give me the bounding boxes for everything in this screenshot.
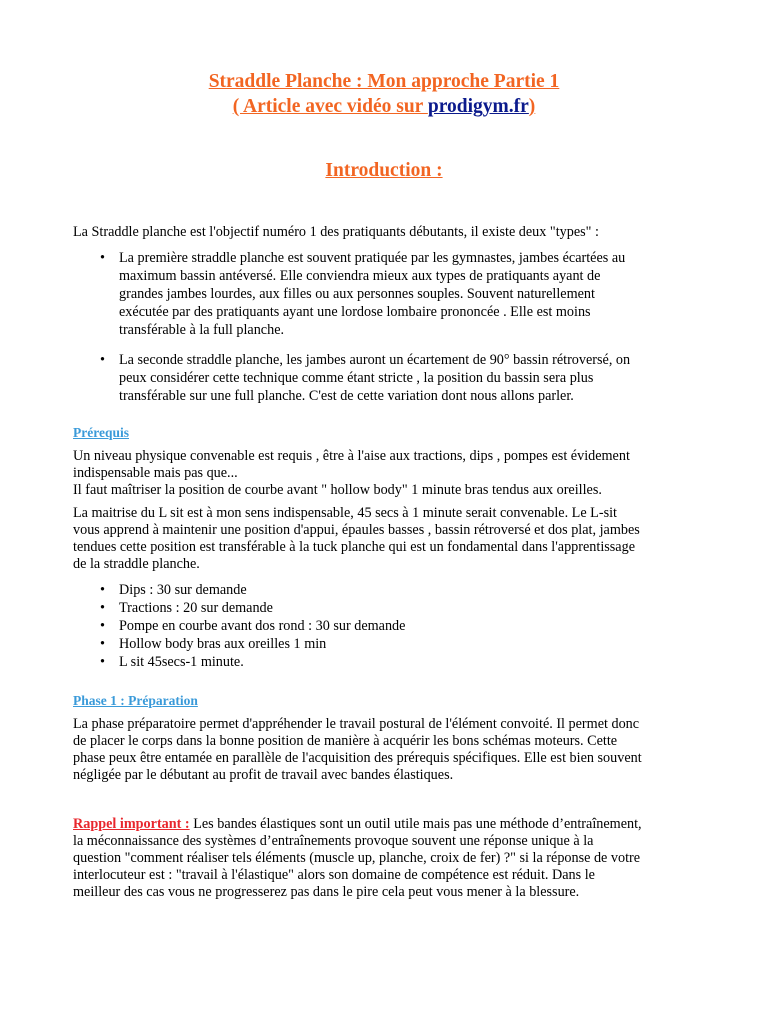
text-line: maximum bassin antéversé. Elle conviendra mieux aux types de pratiquants ayant de bbox=[119, 268, 601, 284]
prereq-heading: Prérequis bbox=[73, 425, 129, 440]
bullet: • bbox=[100, 582, 105, 598]
text-line: vous apprend à maintenir une position d'appui, épaules basses , bassin rétroversé et dos plat, jambes bbox=[73, 522, 640, 538]
prereq-paragraph-1 bbox=[73, 448, 713, 499]
text-line: exécutée par des pratiquants ayant une lordose lombaire prononcée . Elle est moins bbox=[119, 304, 591, 320]
text-line: la méconnaissance des systèmes d’entraînements provoque souvent une réponse unique à la bbox=[73, 833, 594, 849]
prereq-item-text: Dips : 30 sur demande bbox=[119, 582, 247, 598]
text-line: transférable à la full planche. bbox=[119, 322, 285, 338]
text-line: indispensable mais pas que... bbox=[73, 465, 238, 481]
text-line: La phase préparatoire permet d'appréhender le travail postural de l'élément convoité. Il permet donc bbox=[73, 716, 640, 732]
rappel-first-line bbox=[73, 816, 713, 833]
text-line: négligée par le débutant au profit de travail avec bandes élastiques. bbox=[73, 767, 454, 783]
text-line: La première straddle planche est souvent pratiquée par les gymnastes, jambes écartées au bbox=[119, 250, 626, 266]
prereq-item-text: L sit 45secs-1 minute. bbox=[119, 654, 244, 670]
text-line: tendues cette position est transférable à la tuck planche qui est un fondamental dans l'apprentissage bbox=[73, 539, 635, 555]
rappel-paragraph bbox=[73, 816, 713, 901]
intro-paragraph bbox=[73, 224, 713, 241]
title-prefix: ( Article avec vidéo sur bbox=[232, 96, 428, 117]
bullet: • bbox=[100, 636, 105, 652]
text-line: Un niveau physique convenable est requis , être à l'aise aux tractions, dips , pompes est évidement bbox=[73, 448, 630, 464]
prereq-paragraph-2 bbox=[73, 505, 713, 573]
rappel-label: Rappel important : bbox=[73, 816, 190, 832]
title-line-2 bbox=[0, 94, 768, 119]
text-line: question "comment réaliser tels éléments (muscle up, planche, croix de fer) ?" si la réponse de votre bbox=[73, 850, 641, 866]
document-title bbox=[0, 69, 768, 119]
text-line: phase peux être entamée en parallèle de l'acquisition des prérequis spécifiques. Elle est bien souvent bbox=[73, 750, 642, 766]
type-2-text bbox=[119, 351, 630, 405]
text-line: meilleur des cas vous ne progresserez pas dans le pire cela peut vous mener à la blessure. bbox=[73, 884, 580, 900]
text-line: La maitrise du L sit est à mon sens indispensable, 45 secs à 1 minute serait convenable. Le L-sit bbox=[73, 505, 617, 521]
phase1-paragraph bbox=[73, 716, 713, 784]
prereq-item-text: Hollow body bras aux oreilles 1 min bbox=[119, 636, 327, 652]
text-line: Il faut maîtriser la position de courbe avant " hollow body" 1 minute bras tendus aux oreilles. bbox=[73, 482, 602, 498]
text-line: interlocuteur est : "travail à l'élastique" alors son domaine de compétence est réduit. Dans le bbox=[73, 867, 595, 883]
intro-text: La Straddle planche est l'objectif numéro 1 des pratiquants débutants, il existe deux "types" : bbox=[73, 224, 599, 240]
prereq-item-text: Pompe en courbe avant dos rond : 30 sur demande bbox=[119, 618, 406, 634]
prodigym-link[interactable]: prodigym.fr bbox=[427, 96, 529, 117]
bullet: • bbox=[100, 352, 105, 368]
text-line: grandes jambes lourdes, aux filles ou aux personnes souples. Souvent naturellement bbox=[119, 286, 595, 302]
title-line-1: Straddle Planche : Mon approche Partie 1 bbox=[208, 71, 560, 92]
bullet: • bbox=[100, 618, 105, 634]
title-suffix: ) bbox=[528, 96, 536, 117]
prereq-item-text: Tractions : 20 sur demande bbox=[119, 600, 273, 616]
bullet: • bbox=[100, 600, 105, 616]
text-line: La seconde straddle planche, les jambes auront un écartement de 90° bassin rétroversé, on bbox=[119, 352, 631, 368]
text-line: peux considérer cette technique comme étant stricte , la position du bassin sera plus bbox=[119, 370, 594, 386]
bullet: • bbox=[100, 250, 105, 266]
bullet: • bbox=[100, 654, 105, 670]
text-line: de placer le corps dans la bonne position de manière à acquérir les bons schémas moteurs. Cette bbox=[73, 733, 618, 749]
phase1-heading: Phase 1 : Préparation bbox=[73, 693, 198, 708]
intro-heading: Introduction : bbox=[325, 160, 443, 181]
text-line: transférable sur une full planche. C'est de cette variation dont nous allons parler. bbox=[119, 388, 574, 404]
type-1-text bbox=[119, 249, 625, 339]
rappel-first-text: Les bandes élastiques sont un outil utile mais pas une méthode d’entraînement, bbox=[189, 816, 642, 832]
text-line: de la straddle planche. bbox=[73, 556, 200, 572]
